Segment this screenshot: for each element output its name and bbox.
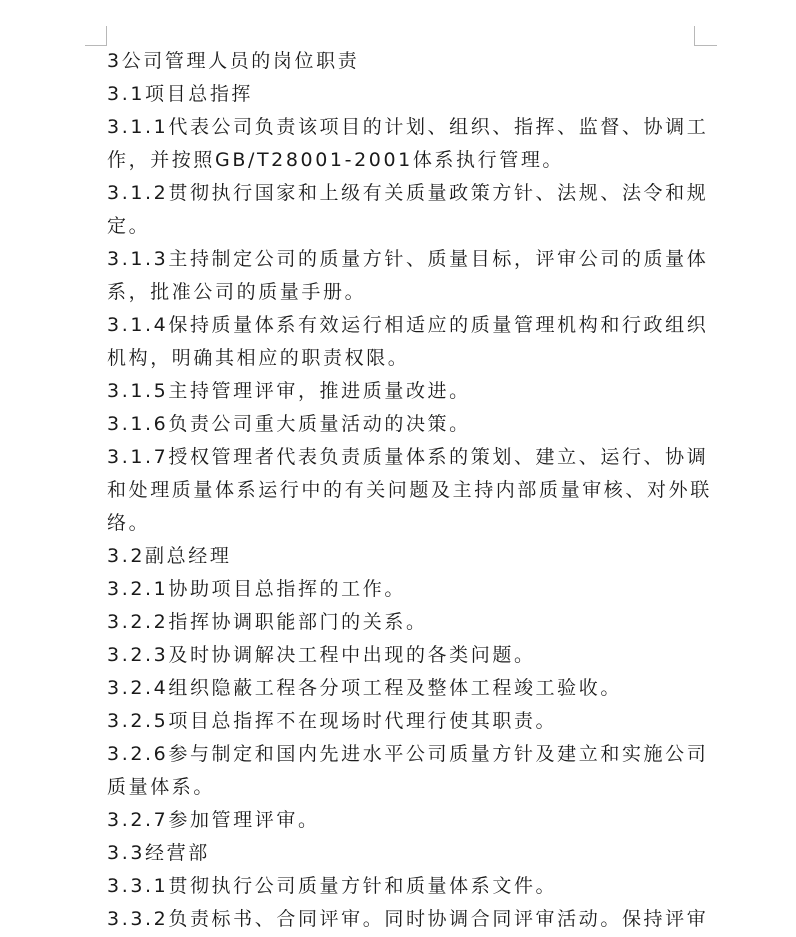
text-line: 和处理质量体系运行中的有关问题及主持内部质量审核、对外联	[107, 479, 712, 501]
text-line: 3.2.1协助项目总指挥的工作。	[107, 578, 406, 600]
margin-corner-top-left	[85, 26, 107, 46]
text-line: 质量体系。	[107, 776, 216, 798]
text-line: 3.1.1代表公司负责该项目的计划、组织、指挥、监督、协调工	[107, 116, 709, 138]
text-line: 系，批准公司的质量手册。	[107, 281, 367, 303]
heading-line: 3公司管理人员的岗位职责	[107, 50, 360, 72]
text-line: 3.2.7参加管理评审。	[107, 809, 320, 831]
text-line: 3.2.6参与制定和国内先进水平公司质量方针及建立和实施公司	[107, 743, 709, 765]
text-line: 3.2.3及时协调解决工程中出现的各类问题。	[107, 644, 536, 666]
text-line: 3.1.5主持管理评审，推进质量改进。	[107, 380, 471, 402]
text-line: 3.1.4保持质量体系有效运行相适应的质量管理机构和行政组织	[107, 314, 709, 336]
text-line: 3.2.5项目总指挥不在现场时代理行使其职责。	[107, 710, 558, 732]
text-line: 作，并按照GB/T28001-2001体系执行管理。	[107, 149, 565, 171]
text-line: 3.3.1贯彻执行公司质量方针和质量体系文件。	[107, 875, 558, 897]
heading-line: 3.3经营部	[107, 842, 210, 864]
text-line: 3.1.2贯彻执行国家和上级有关质量政策方针、法规、法令和规	[107, 182, 709, 204]
margin-corner-top-right	[694, 26, 717, 46]
text-line: 3.1.7授权管理者代表负责质量体系的策划、建立、运行、协调	[107, 446, 709, 468]
text-line: 3.2.4组织隐蔽工程各分项工程及整体工程竣工验收。	[107, 677, 622, 699]
text-line: 3.1.3主持制定公司的质量方针、质量目标，评审公司的质量体	[107, 248, 709, 270]
text-line: 3.1.6负责公司重大质量活动的决策。	[107, 413, 471, 435]
text-line: 3.3.2负责标书、合同评审。同时协调合同评审活动。保持评审	[107, 908, 709, 930]
heading-line: 3.2副总经理	[107, 545, 232, 567]
text-line: 机构，明确其相应的职责权限。	[107, 347, 410, 369]
text-line: 络。	[107, 512, 151, 534]
text-line: 3.2.2指挥协调职能部门的关系。	[107, 611, 428, 633]
heading-line: 3.1项目总指挥	[107, 83, 254, 105]
text-line: 定。	[107, 215, 151, 237]
